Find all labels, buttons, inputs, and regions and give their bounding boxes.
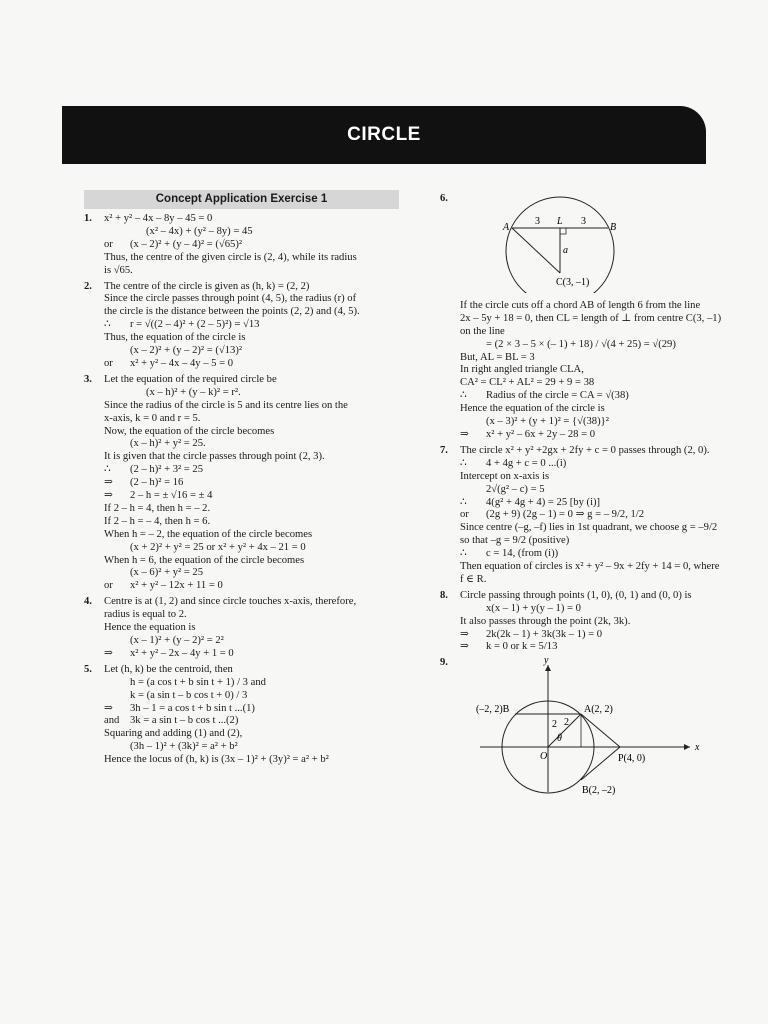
problem-9 [440,657,730,802]
text-line: the circle is the distance between the points (2, 2) and (4, 5). [104,306,360,318]
problem-number: 8. [440,589,448,601]
problem-3 [84,374,399,593]
label-2: 2 [552,719,557,731]
problem-number: 9. [440,657,448,669]
line-prefix: ⇒ [104,647,113,659]
text-line [460,497,730,510]
line-prefix: ⇒ [104,477,113,489]
line-body: Radius of the circle = CA = √(38) [486,390,629,402]
text-line: 2x – 5y + 18 = 0, then CL = length of ⊥ from centre C(3, –1) [460,312,722,324]
text-line: is √65. [104,264,133,276]
text-line: 2√(g² – c) = 5 [486,483,545,495]
line-prefix: or [104,357,113,369]
text-line: Let (h, k) be the centroid, then [104,663,233,675]
text-line: (x – 6)² + y² = 25 [130,567,204,579]
problem-7-text [460,445,730,587]
label-y: y [544,657,549,667]
label-side-a: a [563,245,568,256]
text-line: radius is equal to 2. [104,609,187,621]
line-body: (2g + 9) (2g – 1) = 0 ⇒ g = – 9/2, 1/2 [486,509,645,521]
text-line: (x + 2)² + y² = 25 or x² + y² + 4x – 21 = 0 [130,541,306,553]
text-line: The centre of the circle is given as (h, k) = (2, 2) [104,280,310,292]
line-body: 2k(2k – 1) + 3k(3k – 1) = 0 [486,628,603,640]
label-point-b-top: (–2, 2)B [476,704,510,716]
label-origin: O [540,751,548,763]
line-prefix: ⇒ [104,702,113,714]
problem-8-text [460,590,730,655]
text-line [460,509,730,522]
line-prefix: ∴ [104,464,111,476]
problem-5 [84,664,399,767]
text-line: In right angled triangle CLA, [460,364,584,376]
left-problems [84,213,399,767]
text-line: (x – 1)² + (y – 2)² = 2² [130,635,224,646]
chapter-banner [62,106,706,164]
line-body: 4 + 4g + c = 0 ...(i) [486,457,567,469]
line-body: k = 0 or k = 5/13 [486,641,558,653]
text-line [460,390,730,403]
text-line: (x – 2)² + (y – 2)² = (√13)² [130,345,243,357]
text-line: If the circle cuts off a chord AB of length 6 from the line [460,299,701,311]
problem-number: 6. [440,193,448,204]
label-x: x [695,742,700,754]
text-line: It is given that the circle passes through point (2, 3). [104,451,325,463]
line-prefix: or [104,580,113,592]
label-point-p: P(4, 0) [618,753,646,765]
text-line: If 2 – h = 4, then h = – 2. [104,502,211,514]
text-line: (x² – 4x) + (y² – 8y) = 45 [146,225,253,237]
text-line: f ∈ R. [460,573,487,585]
text-line: Then equation of circles is x² + y² – 9x + 2fy + 14 = 0, where [460,561,720,573]
text-line: If 2 – h = – 4, then h = 6. [104,515,211,527]
line-body: 4(g² + 4g + 4) = 25 [by (i)] [486,496,601,508]
line-prefix: and [104,715,120,727]
problem-number: 5. [84,663,92,675]
line-body: (x – 2)² + (y – 4)² = (√65)² [130,238,243,250]
text-line [104,490,399,503]
text-line: Squaring and adding (1) and (2), [104,728,243,740]
text-line: (x – h)² + y² = 25. [130,438,206,450]
text-line: k = (a sin t – b cos t + 0) / 3 [130,689,248,701]
line-prefix: ⇒ [460,428,469,440]
text-line: Since the radius of the circle is 5 and its centre lies on the [104,399,348,411]
line-body: x² + y² – 12x + 11 = 0 [130,580,223,592]
line-prefix: ⇒ [460,641,469,653]
problem-number: 1. [84,213,92,224]
problem-number: 4. [84,596,92,608]
label-a: A [503,222,510,233]
line-body: (2 – h)² + 3² = 25 [130,464,204,476]
text-line: Hence the equation is [104,622,196,634]
circle-chord-figure [460,193,660,293]
line-prefix: ∴ [460,390,467,402]
text-line: But, AL = BL = 3 [460,351,535,363]
problem-6-text [460,300,730,442]
text-line: Thus, the centre of the given circle is (2, 4), while its radius [104,251,357,263]
text-line: CA² = CL² + AL² = 29 + 9 = 38 [460,377,595,389]
text-line [104,358,399,371]
text-line: (3h – 1)² + (3k)² = a² + b² [130,741,238,753]
left-column [84,190,399,767]
problem-4 [84,596,399,661]
line-prefix: ⇒ [460,628,469,640]
line-prefix: ∴ [460,496,467,508]
text-line: The circle x² + y² +2gx + 2fy + c = 0 passes through (2, 0). [460,444,710,456]
problem-8 [440,590,730,655]
text-line [104,580,399,593]
text-line: Intercept on x-axis is [460,470,550,482]
text-line: h = (a cos t + b sin t + 1) / 3 and [130,676,266,688]
line-prefix: or [460,509,469,521]
text-line: Now, the equation of the circle becomes [104,425,275,437]
text-line: Hence the equation of the circle is [460,403,605,415]
text-line: = (2 × 3 – 5 × (– 1) + 18) / √(4 + 25) = √(29) [486,338,676,350]
text-line [104,715,399,728]
circle-tangent-figure [460,657,710,797]
text-line: Circle passing through points (1, 0), (0, 1) and (0, 0) is [460,589,692,601]
line-body: x² + y² – 4x – 4y – 5 = 0 [130,357,234,369]
line-body: 2 – h = ± √16 = ± 4 [130,490,213,502]
problem-2 [84,281,399,371]
right-column [440,190,730,802]
section-heading: Concept Application Exercise 1 [84,190,399,209]
text-line: x-axis, k = 0 and r = 5. [104,412,201,424]
label-l: L [557,216,563,227]
text-line [460,458,730,471]
label-b: B [610,222,617,233]
label-3-right: 3 [581,216,586,227]
line-prefix: ∴ [460,457,467,469]
line-prefix: ∴ [460,548,467,560]
text-line: Hence the locus of (h, k) is (3x – 1)² + (3y)² = a² + b² [104,754,329,766]
text-line: Since centre (–g, –f) lies in 1st quadrant, we choose g = –9/2 [460,522,718,534]
line-body: 3k = a sin t – b cos t ...(2) [130,715,239,727]
text-line [460,429,730,442]
line-body: 3h – 1 = a cos t + b sin t ...(1) [130,702,255,714]
label-theta: θ [557,733,562,745]
line-body: x² + y² – 6x + 2y – 28 = 0 [486,428,596,440]
text-line [104,477,399,490]
text-line: It also passes through the point (2k, 3k). [460,615,631,627]
problem-7 [440,445,730,587]
text-line [104,703,399,716]
text-line: (x – h)² + (y – k)² = r². [146,386,241,398]
text-line: Centre is at (1, 2) and since circle touches x-axis, therefore, [104,596,357,608]
label-radius-2: 2 [564,717,569,729]
text-line [104,319,399,332]
line-prefix: ∴ [104,319,111,331]
text-line: Since the circle passes through point (4, 5), the radius (r) of [104,293,357,305]
text-line: Let the equation of the required circle be [104,373,277,385]
text-line [460,629,730,642]
chapter-title: CIRCLE [347,124,421,145]
problem-1 [84,213,399,278]
problem-number: 3. [84,373,92,385]
label-point-b-bottom: B(2, –2) [582,785,616,797]
text-line [460,641,730,654]
text-line: so that –g = 9/2 (positive) [460,535,570,547]
line-prefix: ⇒ [104,490,113,502]
text-line [104,464,399,477]
label-c: C(3, –1) [556,277,590,288]
text-line: x² + y² – 4x – 8y – 45 = 0 [104,213,213,224]
problem-6 [440,193,730,442]
label-point-a: A(2, 2) [584,704,613,716]
line-body: c = 14, (from (i)) [486,548,559,560]
text-line [104,648,399,661]
text-line: on the line [460,325,505,337]
chord-diagram [460,193,730,298]
text-line [104,239,399,252]
problem-number: 7. [440,444,448,456]
text-line: (x – 3)² + (y + 1)² = {√(38)}² [486,416,609,428]
text-line: x(x – 1) + y(y – 1) = 0 [486,602,581,614]
problem-number: 2. [84,280,92,292]
line-body: x² + y² – 2x – 4y + 1 = 0 [130,647,234,659]
text-line [460,548,730,561]
text-line: When h = – 2, the equation of the circle becomes [104,528,313,540]
text-line: Thus, the equation of the circle is [104,332,246,344]
text-line: When h = 6, the equation of the circle becomes [104,554,305,566]
line-prefix: or [104,238,113,250]
label-3-left: 3 [535,216,540,227]
line-body: r = √((2 – 4)² + (2 – 5)²) = √13 [130,319,260,331]
line-body: (2 – h)² = 16 [130,477,184,489]
